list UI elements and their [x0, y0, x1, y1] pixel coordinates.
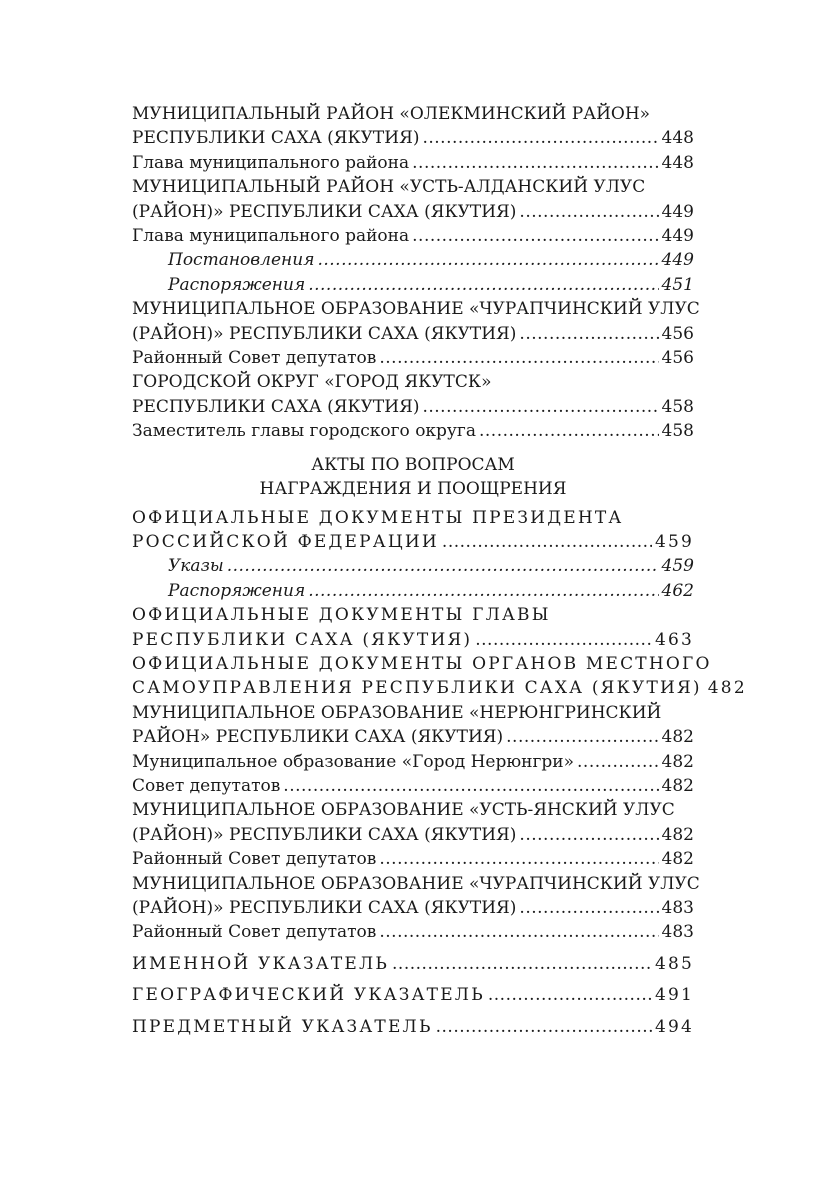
toc-entry-text: Постановления [168, 250, 315, 271]
toc-entry-line [132, 750, 694, 774]
toc-entry-line [132, 872, 700, 896]
toc-entry-ust-yansky [132, 798, 694, 847]
toc-leader-dots [308, 273, 658, 297]
toc-page-number: 449 [661, 226, 694, 247]
toc-page-number: 491 [654, 985, 694, 1006]
toc-entry-president-docs [132, 506, 694, 555]
toc-entry-text: ОФИЦИАЛЬНЫЕ ДОКУМЕНТЫ ГЛАВЫ [132, 605, 551, 626]
toc-entry-glava-ust-aldansky [132, 224, 694, 248]
toc-entry-text: ПРЕДМЕТНЫЙ УКАЗАТЕЛЬ [132, 1016, 433, 1037]
toc-entry-line [132, 798, 694, 822]
toc-entry-ukazy [132, 554, 694, 578]
toc-entry-text: Районный Совет депутатов [132, 849, 377, 870]
toc-leader-dots [577, 750, 659, 774]
toc-entry-text: МУНИЦИПАЛЬНОЕ ОБРАЗОВАНИЕ «УСТЬ-ЯНСКИЙ УЛУС [132, 800, 675, 821]
toc-entry-line [132, 701, 694, 725]
toc-entry-text: ИМЕННОЙ УКАЗАТЕЛЬ [132, 953, 390, 974]
toc-entry-line [132, 676, 747, 700]
toc-page-number: 482 [661, 751, 694, 772]
toc-entry-line [132, 603, 694, 627]
toc-leader-dots [436, 1015, 652, 1039]
toc-entry-text: ГЕОГРАФИЧЕСКИЙ УКАЗАТЕЛЬ [132, 985, 485, 1006]
toc-page-number: 483 [661, 898, 694, 918]
toc-page-number: 482 [661, 824, 694, 845]
toc-entry-line [132, 847, 694, 871]
toc-page-number: 482 [661, 849, 694, 870]
toc-entry-olekminsky [132, 102, 694, 151]
toc-entry-yakutsk [132, 370, 694, 419]
toc-entry-rayonny-sovet-ust-yansky [132, 847, 694, 871]
toc-leader-dots [392, 952, 652, 976]
toc-entry-line [168, 248, 694, 272]
toc-entry-text: Заместитель главы городского округа [132, 421, 476, 442]
toc-leader-dots [488, 983, 652, 1007]
toc-entry-line [132, 530, 694, 554]
toc-leader-dots [412, 151, 658, 175]
toc-leader-dots [422, 126, 658, 150]
toc-leader-dots [317, 248, 658, 272]
toc-entry-line [132, 200, 694, 224]
toc-entry-line [132, 823, 694, 847]
toc-entry-text: (РАЙОН)» РЕСПУБЛИКИ САХА (ЯКУТИЯ) [132, 201, 517, 222]
toc-entry-text: ОФИЦИАЛЬНЫЕ ДОКУМЕНТЫ ПРЕЗИДЕНТА [132, 507, 624, 528]
toc-entry-rayonny-sovet [132, 346, 694, 370]
toc-entry-text: ОФИЦИАЛЬНЫЕ ДОКУМЕНТЫ ОРГАНОВ МЕСТНОГО [132, 653, 712, 674]
toc-leader-dots [519, 322, 658, 346]
toc-entry-line [132, 126, 694, 150]
toc-entry-text: САМОУПРАВЛЕНИЯ РЕСПУБЛИКИ САХА (ЯКУТИЯ) [132, 678, 702, 699]
toc-leader-dots [442, 530, 652, 554]
toc-entry-text: РЕСПУБЛИКИ САХА (ЯКУТИЯ) [132, 128, 420, 149]
toc-entry-churapchinsky [132, 297, 700, 346]
toc-entry-text: РОССИЙСКОЙ ФЕДЕРАЦИИ [132, 531, 439, 552]
section-heading [132, 453, 694, 502]
toc-leader-dots [519, 200, 658, 224]
toc-entry-line [132, 346, 694, 370]
toc-leader-dots [475, 628, 652, 652]
toc-entry-line [132, 395, 694, 419]
toc-entry-line [132, 774, 694, 798]
toc-leader-dots [422, 395, 658, 419]
toc-leader-dots [506, 725, 658, 749]
toc-entry-text: МУНИЦИПАЛЬНЫЙ РАЙОН «ОЛЕКМИНСКИЙ РАЙОН» [132, 104, 651, 124]
toc-leader-dots [283, 774, 658, 798]
toc-entry-line [132, 952, 694, 976]
toc-leader-dots [519, 896, 658, 920]
toc-entry-line [132, 506, 694, 530]
toc-page-number: 456 [661, 323, 694, 344]
toc-entry-text: Распоряжения [168, 580, 306, 601]
toc-entry-glava-olekminsky [132, 151, 694, 175]
toc-entry-text: Глава муниципального района [132, 152, 410, 173]
toc-entry-rasporyazheniya-president [132, 579, 694, 603]
toc-entry-sovet-deputatov [132, 774, 694, 798]
toc-entry-line [168, 273, 694, 297]
toc-entry-line [132, 297, 700, 321]
toc-entry-line [132, 896, 694, 920]
toc-entry-text: РАЙОН» РЕСПУБЛИКИ САХА (ЯКУТИЯ) [132, 727, 504, 748]
toc-page-number: 462 [661, 580, 694, 601]
toc-leader-dots [379, 847, 658, 871]
table-of-contents [132, 102, 747, 1039]
toc-leader-dots [308, 579, 658, 603]
toc-leader-dots [519, 823, 658, 847]
toc-entry-name-index [132, 952, 694, 976]
toc-page-number: 482 [661, 775, 694, 796]
toc-entry-rayonny-sovet-churapcha [132, 920, 694, 944]
toc-entry-zamestitel [132, 419, 694, 443]
toc-entry-text: (РАЙОН)» РЕСПУБЛИКИ САХА (ЯКУТИЯ) [132, 824, 517, 845]
toc-page-number: 448 [661, 152, 694, 173]
toc-entry-line [132, 725, 694, 749]
toc-entry-neryungrinsky [132, 701, 694, 750]
toc-entry-text: РЕСПУБЛИКИ САХА (ЯКУТИЯ) [132, 629, 473, 650]
toc-entry-line [168, 579, 694, 603]
toc-entry-ust-aldansky [132, 175, 694, 224]
section-heading-line: АКТЫ ПО ВОПРОСАМ [311, 454, 515, 475]
toc-page-number: 451 [661, 274, 694, 295]
toc-entry-line [132, 370, 694, 394]
toc-entry-local-docs [132, 652, 747, 701]
toc-entry-rasporyazheniya [132, 273, 694, 297]
toc-entry-text: Районный Совет депутатов [132, 922, 377, 943]
toc-page-number: 494 [654, 1016, 694, 1037]
toc-page-number: 449 [661, 201, 694, 222]
toc-entry-text: Районный Совет депутатов [132, 348, 377, 369]
toc-leader-dots [379, 346, 658, 370]
toc-entry-line [168, 554, 694, 578]
toc-entry-line [132, 322, 694, 346]
toc-page-number: 456 [661, 348, 694, 369]
toc-entry-text: Распоряжения [168, 274, 306, 295]
toc-entry-text: ГОРОДСКОЙ ОКРУГ «ГОРОД ЯКУТСК» [132, 372, 492, 393]
toc-page-number: 482 [707, 678, 747, 699]
toc-page-number: 485 [654, 953, 694, 974]
toc-entry-postanovleniya [132, 248, 694, 272]
toc-entry-text: (РАЙОН)» РЕСПУБЛИКИ САХА (ЯКУТИЯ) [132, 898, 517, 918]
toc-page-number: 458 [661, 396, 694, 417]
toc-entry-line [132, 628, 694, 652]
toc-entry-line [132, 175, 694, 199]
toc-leader-dots [379, 920, 658, 944]
toc-entry-text: МУНИЦИПАЛЬНОЕ ОБРАЗОВАНИЕ «ЧУРАПЧИНСКИЙ УЛУС [132, 299, 700, 320]
toc-entry-text: Указы [168, 556, 224, 577]
toc-entry-line [132, 920, 694, 944]
toc-entry-text: МУНИЦИПАЛЬНОЕ ОБРАЗОВАНИЕ «НЕРЮНГРИНСКИЙ [132, 702, 662, 723]
toc-page-number: 459 [654, 531, 694, 552]
toc-entry-text: МУНИЦИПАЛЬНОЕ ОБРАЗОВАНИЕ «ЧУРАПЧИНСКИЙ УЛУС [132, 873, 700, 894]
toc-entry-text: Глава муниципального района [132, 226, 410, 247]
toc-leader-dots [227, 554, 659, 578]
toc-entry-text: МУНИЦИПАЛЬНЫЙ РАЙОН «УСТЬ-АЛДАНСКИЙ УЛУС [132, 177, 646, 198]
toc-entry-line [132, 419, 694, 443]
toc-leader-dots [412, 224, 658, 248]
toc-entry-churapchinsky-2 [132, 872, 700, 921]
section-heading-line: НАГРАЖДЕНИЯ И ПООЩРЕНИЯ [259, 479, 567, 500]
toc-leader-dots [479, 419, 659, 443]
toc-page-number: 448 [661, 128, 694, 149]
toc-page-number: 482 [661, 727, 694, 748]
toc-page-number: 459 [661, 556, 694, 577]
toc-entry-gorod-neryungri [132, 750, 694, 774]
toc-entry-text: Совет депутатов [132, 775, 281, 796]
toc-page-number: 463 [654, 629, 694, 650]
toc-entry-geo-index [132, 983, 694, 1007]
toc-entry-text: РЕСПУБЛИКИ САХА (ЯКУТИЯ) [132, 396, 420, 417]
toc-entry-text: (РАЙОН)» РЕСПУБЛИКИ САХА (ЯКУТИЯ) [132, 323, 517, 344]
toc-entry-line [132, 224, 694, 248]
toc-entry-text: Муниципальное образование «Город Нерюнгри» [132, 751, 575, 772]
toc-entry-line [132, 102, 694, 126]
toc-page-number: 449 [661, 250, 694, 271]
toc-entry-line [132, 151, 694, 175]
toc-page-number: 458 [661, 421, 694, 442]
toc-entry-line [132, 1015, 694, 1039]
toc-page-number: 483 [661, 922, 694, 943]
toc-entry-line [132, 983, 694, 1007]
toc-entry-line [132, 652, 712, 676]
toc-entry-glava-docs [132, 603, 694, 652]
toc-entry-subject-index [132, 1015, 694, 1039]
